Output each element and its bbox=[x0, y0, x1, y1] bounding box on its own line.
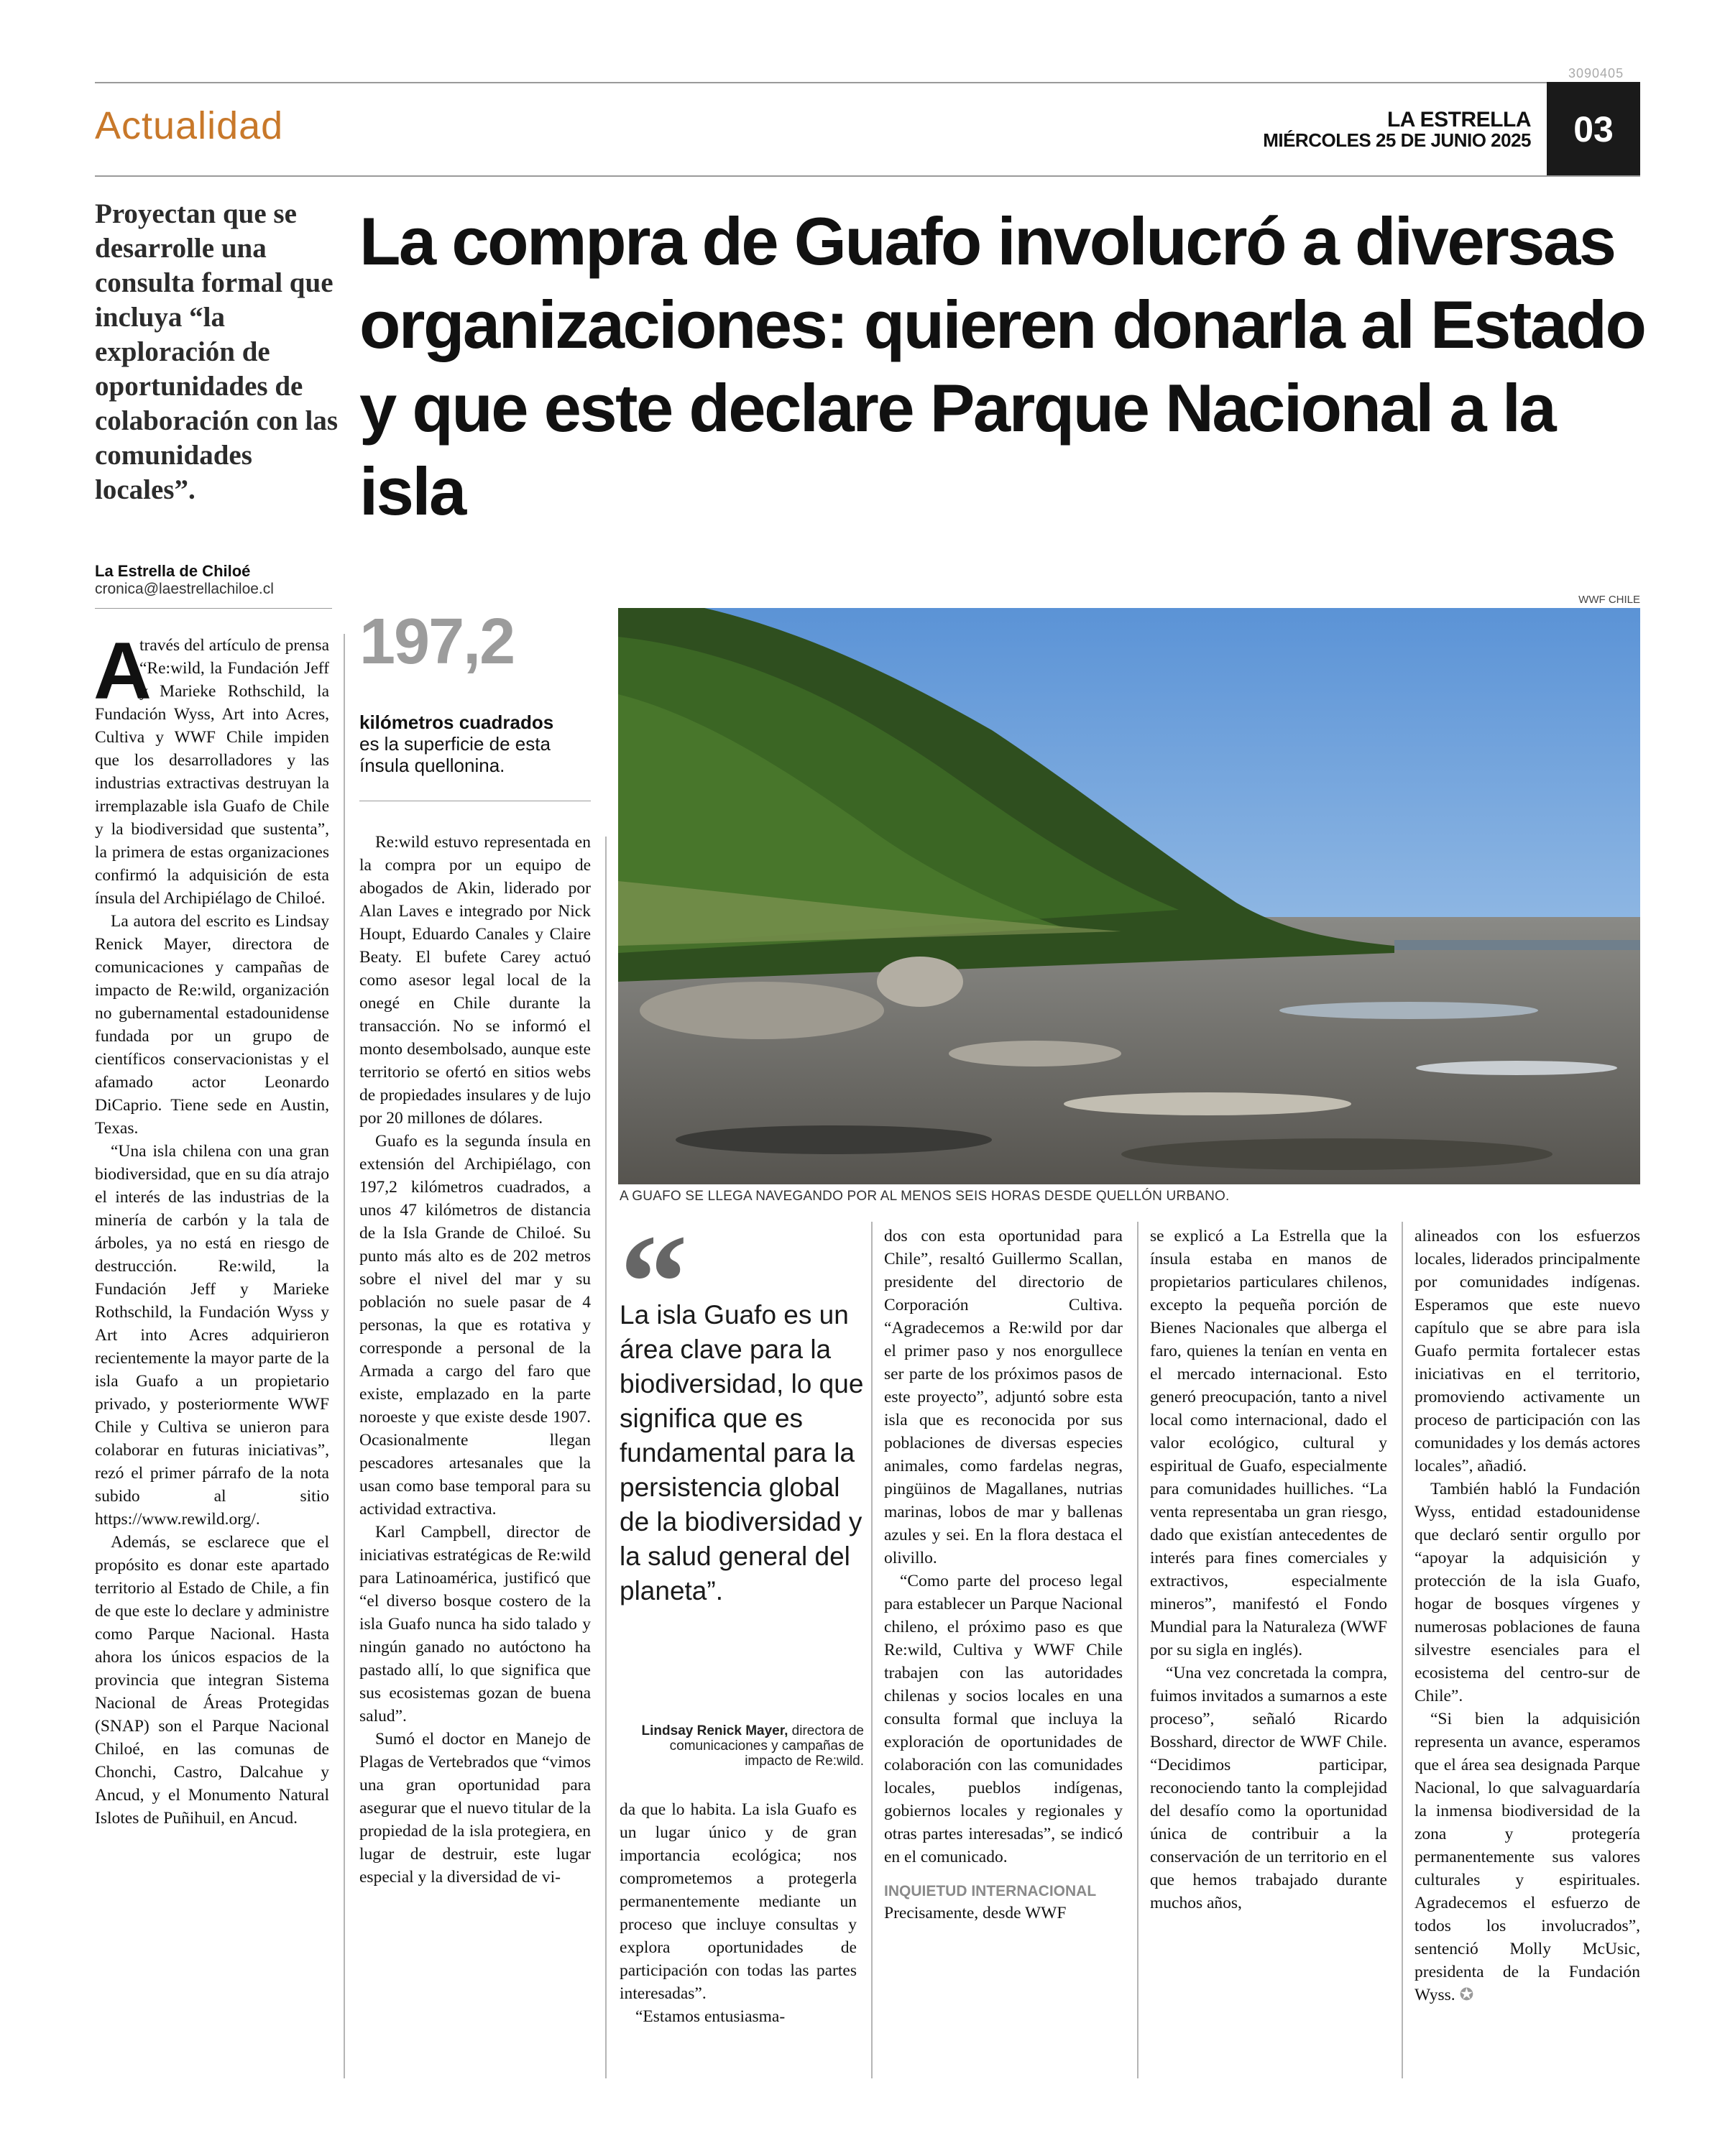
stat-value: 197,2 bbox=[359, 606, 515, 678]
article-paragraph: “Estamos entusiasma- bbox=[635, 2007, 786, 2026]
article-paragraph: Además, se esclarece que el propósito es donar este apartado territorio al Estado de Chile, a fin de que este lo declare y administre como Parque Nacional. Hasta ahora los únicos espacios de la provincia que integran Sistema Nacional de Áreas Protegidas (SNAP) son el Parque Nacional Chiloé, en las comunas de Chonchi, Castro, Dalcahue y Ancud, y el Monumento Natural Islotes de Puñihuil, en Ancud. bbox=[95, 1533, 329, 1828]
photo bbox=[618, 608, 1640, 1184]
article-paragraph: dos con esta oportunidad para Chile”, resaltó Guillermo Scallan, presidente del directorio de Corporación Cultiva. “Agradecemos a Re:wild por dar el primer paso y nos enorgullece ser parte de los próximos pasos de este proyecto”, adjuntó sobre esta isla que es reconocida por sus poblaciones de diversas especies animales, como fardelas negras, pingüinos de Magallanes, nutrias marinas, lobos de mar y ballenas azules y sei. En la flora destaca el olivillo. bbox=[884, 1227, 1123, 1567]
article-paragraph: Guafo es la segunda ínsula en extensión del Archipiélago, con 197,2 kilómetros cuadrados, a unos 47 kilómetros de distancia de la Isla Grande de Chiloé. Su punto más alto es de 202 metros sobre el nivel del mar y su población no suele pasar de 4 personas, la que es rotativa y corresponde a personal de la Armada a cargo del faro que existe, emplazado en la parte noroeste y que existe desde 1907. Ocasionalmente llegan pescadores artesanales que la usan como base temporal para su actividad extractiva. bbox=[359, 1132, 591, 1519]
pull-quote-attribution bbox=[620, 1723, 864, 1769]
headline: La compra de Guafo involucró a diversas organizaciones: quieren donarla al Estado y que este declare Parque Nacional a la isla bbox=[359, 203, 1645, 529]
photo-credit: WWF CHILE bbox=[1578, 594, 1640, 606]
byline: La Estrella de Chiloé bbox=[95, 562, 251, 580]
reference-code: 3090405 bbox=[1568, 66, 1624, 80]
quote-mark: “ bbox=[620, 1207, 688, 1358]
article-paragraph: “Como parte del proceso legal para establecer un Parque Nacional chileno, el próximo paso es que Re:wild, Cultiva y WWF Chile trabajen con las autoridades chilenas y socios locales en una consulta formal que incluya la exploración de oportunidades de colaboración con las comunidades locales, pueblos indígenas, gobiernos locales y regionales y otras partes interesadas”, se indicó en el comunicado. bbox=[884, 1572, 1123, 1866]
sidebar-deck: Proyectan que se desarrolle una consulta formal que incluya “la exploración de oportunidades de colaboración con las comunidades locales”. bbox=[95, 198, 338, 505]
sidebar-rule bbox=[95, 608, 332, 609]
column-divider bbox=[344, 634, 345, 2078]
article-paragraph bbox=[1414, 1708, 1640, 2007]
drop-cap: A bbox=[93, 626, 152, 716]
column-divider bbox=[1402, 1222, 1403, 2078]
coastal-landscape-image bbox=[618, 608, 1640, 1184]
page-number: 03 bbox=[1573, 109, 1614, 149]
article-paragraph: Precisamente, desde WWF bbox=[884, 1904, 1067, 1922]
issue-date: MIÉRCOLES 25 DE JUNIO 2025 bbox=[1263, 129, 1531, 151]
header-bottom-rule bbox=[95, 175, 1640, 177]
column-divider bbox=[1137, 1222, 1138, 2078]
header-top-rule bbox=[95, 82, 1640, 83]
article-paragraph: Re:wild estuvo representada en la compra por un equipo de abogados de Akin, liderado por Alan Laves e integrado por Nick Houpt, Eduardo Canales y Claire Beaty. El bufete Carey actuó como asesor legal local de la onegé en Chile durante la transacción. No se informó el monto desembolsado, aunque este territorio se ofertó en sitios webs de propiedades insulares y de lujo por 20 millones de dólares. bbox=[359, 833, 591, 1128]
end-mark-icon: ✪ bbox=[1459, 1986, 1474, 2004]
article-paragraph: “Una isla chilena con una gran biodiversidad, que en su día atrajo el interés de las industrias de la minería de carbón y la tala de árboles, ya no está en riesgo de destrucción. Re:wild, la Fundación Jeff y Marieke Rothschild, la Fundación Wyss y Art into Acres adquirieron recientemente la mayor parte de la isla Guafo a un propietario privado, y posteriormente WWF Chile y Cultiva se unieron para colaborar en futuras iniciativas”, rezó el primer párrafo de la nota subido al sitio https://www.rewild.org/. bbox=[95, 1142, 329, 1529]
stat-description: es la superficie de esta ínsula quellonina. bbox=[359, 733, 551, 776]
article-column-5 bbox=[1150, 1225, 1387, 2080]
article-paragraph: La autora del escrito es Lindsay Renick Mayer, directora de comunicaciones y campañas de impacto de Re:wild, organización no gubernamental estadounidense fundada por un grupo de científicos conservacionistas y el afamado actor Leonardo DiCaprio. Tiene sede en Austin, Texas. bbox=[95, 912, 329, 1138]
article-column-3 bbox=[620, 1798, 857, 2080]
photo-caption: A GUAFO SE LLEGA NAVEGANDO POR AL MENOS SEIS HORAS DESDE QUELLÓN URBANO. bbox=[620, 1189, 1230, 1204]
quote-author-role: directora de comunicaciones y campañas de impacto de Re:wild. bbox=[669, 1723, 864, 1769]
article-paragraph: alineados con los esfuerzos locales, liderados principalmente por comunidades indígenas. Esperamos que este nuevo capítulo que se abre para isla Guafo permita fortalecer estas iniciativas en el territorio, promoviendo activamente un proceso de participación con las comunidades y los demás actores locales”, añadió. bbox=[1414, 1227, 1640, 1475]
drop-cap-space bbox=[95, 634, 139, 696]
article-paragraph: Karl Campbell, director de iniciativas estratégicas de Re:wild para Latinoamérica, justificó que “el diverso bosque costero de la isla Guafo nunca ha sido talado y ningún ganado no autóctono ha pastado allí, lo que significa que sus ecosistemas gozan de buena salud”. bbox=[359, 1523, 591, 1726]
quote-author: Lindsay Renick Mayer, bbox=[641, 1723, 788, 1738]
article-column-4 bbox=[884, 1225, 1123, 2080]
article-paragraph: Sumó el doctor en Manejo de Plagas de Vertebrados que “vimos una gran oportunidad para asegurar que el nuevo titular de la propiedad de la isla protegiera, en lugar de destruir, este lugar especial y la diversidad de vi- bbox=[359, 1730, 591, 1886]
newspaper-name: LA ESTRELLA bbox=[1386, 108, 1531, 132]
article-paragraph: da que lo habita. La isla Guafo es un lugar único y de gran importancia ecológica; nos comprometemos a protegerla permanentemente mediante un proceso que incluye consultas y explora oportunidades de participación con todas las partes interesadas”. bbox=[620, 1800, 857, 2003]
article-column-6 bbox=[1414, 1225, 1640, 2080]
page-number-box bbox=[1547, 82, 1640, 177]
column-divider bbox=[605, 837, 607, 2078]
subheading: INQUIETUD INTERNACIONAL bbox=[884, 1883, 1097, 1899]
article-column-2 bbox=[359, 831, 591, 2080]
pull-quote-text: La isla Guafo es un área clave para la biodiversidad, lo que significa que es fundamental para la persistencia global de la biodiversidad y la salud general del planeta”. bbox=[620, 1300, 864, 1606]
byline-email: cronica@laestrellachiloe.cl bbox=[95, 581, 274, 597]
article-column-1 bbox=[93, 626, 329, 2080]
section-label: Actualidad bbox=[95, 104, 284, 147]
article-paragraph-text: “Si bien la adquisición representa un avance, esperamos que el área sea designada Parque Nacional, lo que salvaguardaría la inmensa biodiversidad de la zona y protegería permanentemente sus valores culturales y espirituales. Agradecemos el esfuerzo de todos los involucrados”, sentenció Molly McUsic, presidenta de la Fundación Wyss. bbox=[1414, 1710, 1640, 2004]
article-paragraph: través del artículo de prensa “Re:wild, la Fundación Jeff y Marieke Rothschild, la Fundación Wyss, Art into Acres, Cultiva y WWF Chile impiden que los desarrolladores y las industrias extractivas destruyan la irremplazable isla Guafo de Chile y la biodiversidad que sustenta”, la primera de estas organizaciones confirmó la adquisición de esta ínsula del Archipiélago de Chiloé. bbox=[95, 636, 329, 908]
article-paragraph: “Una vez concretada la compra, fuimos invitados a sumarnos a este proceso”, señaló Ricardo Bosshard, director de WWF Chile. “Decidimos participar, reconociendo tanto la complejidad del desafío como la oportunidad única de contribuir a la conservación de un territorio en el que hemos trabajado durante muchos años, bbox=[1150, 1664, 1387, 1912]
article-paragraph: se explicó a La Estrella que la ínsula estaba en manos de propietarios particulares chilenos, excepto la pequeña porción de Bienes Nacionales que alberga el faro, quienes la tenían en venta en el mercado internacional. Esto generó preocupación, tanto a nivel local como internacional, dado el valor ecológico, cultural y espiritual de Guafo, especialmente para comunidades huilliches. “La venta representaba un gran riesgo, dado que existían antecedentes de interés para fines comerciales y extractivos, especialmente mineros”, manifestó el Fondo Mundial para la Naturaleza (WWF por su sigla en inglés). bbox=[1150, 1227, 1387, 1659]
stat-unit: kilómetros cuadrados bbox=[359, 711, 554, 733]
article-paragraph: También habló la Fundación Wyss, entidad estadounidense que declaró sentir orgullo por “apoyar la adquisición y protección de la isla Guafo, hogar de bosques vírgenes y numerosas poblaciones de fauna silvestre esenciales para el ecosistema del centro-sur de Chile”. bbox=[1414, 1480, 1640, 1705]
column-divider bbox=[871, 1222, 873, 2078]
